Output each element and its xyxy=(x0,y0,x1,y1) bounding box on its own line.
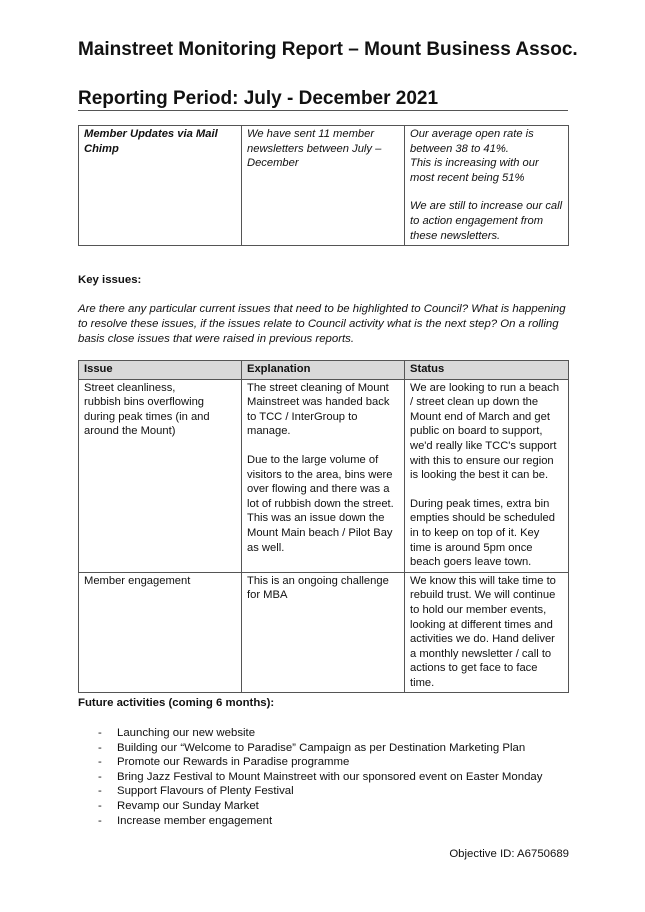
key-issues-question: Are there any particular current issues that need to be highlighted to Council? What is happening to resolve these issues, if the issues relate to Council activity what is the next step? On a rolling basis close issues that were raised in previous reports. xyxy=(78,303,566,345)
member-updates-explanation: We have sent 11 member newsletters between July – December xyxy=(242,126,405,246)
table-row xyxy=(79,379,569,572)
title-rule xyxy=(78,110,568,111)
member-updates-status xyxy=(405,126,569,246)
member-updates-topic: Member Updates via Mail Chimp xyxy=(79,126,242,246)
list-item: - Promote our Rewards in Paradise programme xyxy=(98,756,350,769)
reporting-period: Reporting Period: July - December 2021 xyxy=(78,88,439,109)
list-item: - Launching our new website xyxy=(98,727,256,739)
explanation-cell: This is an ongoing challenge for MBA xyxy=(242,572,405,693)
explanation-paragraph: Due to the large volume of visitors to the area, bins were over flowing and there was a lot of rubbish down the street. This was an issue down the Mount Main beach / Pilot Bay as well. xyxy=(247,453,394,554)
status-cell: We know this will take time to rebuild trust. We will continue to hold our member events, looking at different times and activities we do. Hand deliver a monthly newsletter / call to actions to get face to face time. xyxy=(405,572,569,693)
list-item: - Support Flavours of Plenty Festival xyxy=(98,785,294,798)
future-activities-heading: Future activities (coming 6 months): xyxy=(78,697,275,709)
list-item: - Increase member engagement xyxy=(98,814,273,827)
bullet-dash: - xyxy=(98,727,102,739)
member-updates-table xyxy=(78,125,569,246)
status-paragraph: During peak times, extra bin empties should be scheduled in to keep on top of it. Key time is around 5pm once beach goers leave town. xyxy=(410,497,555,569)
list-item: - Bring Jazz Festival to Mount Mainstreet with our sponsored event on Easter Monday xyxy=(98,770,543,783)
objective-id: Objective ID: A6750689 xyxy=(449,848,569,860)
bullet-dash: - xyxy=(98,756,102,769)
status-cell xyxy=(405,379,569,572)
future-activities-list xyxy=(78,726,542,828)
column-header-status: Status xyxy=(405,361,569,380)
table-row xyxy=(79,126,569,246)
bullet-dash: - xyxy=(98,770,102,783)
member-updates-status-2: We are still to increase our call to action engagement from these newsletters. xyxy=(410,200,563,242)
bullet-dash: - xyxy=(98,741,102,754)
explanation-cell xyxy=(242,379,405,572)
explanation-paragraph: The street cleaning of Mount Mainstreet was handed back to TCC / InterGroup to manage. xyxy=(247,381,390,438)
key-issues-heading: Key issues: xyxy=(78,274,142,286)
column-header-explanation: Explanation xyxy=(242,361,405,380)
bullet-dash: - xyxy=(98,785,102,798)
table-row xyxy=(79,572,569,693)
issues-table xyxy=(78,360,569,693)
member-updates-status-1: Our average open rate is between 38 to 41%. This is increasing with our most recent being 51% xyxy=(410,128,539,184)
status-paragraph: We are looking to run a beach / street clean up down the Mount end of March and get public on board to support, we'd really like TCC's support with this to ensure our region is looking the best it can be. xyxy=(410,381,560,482)
list-item: - Revamp our Sunday Market xyxy=(98,799,259,812)
report-title: Mainstreet Monitoring Report – Mount Business Assoc. xyxy=(78,39,578,60)
bullet-dash: - xyxy=(98,814,102,827)
table-header-row xyxy=(79,361,569,380)
list-item: - Building our “Welcome to Paradise” Campaign as per Destination Marketing Plan xyxy=(98,741,526,754)
bullet-dash: - xyxy=(98,799,102,812)
issue-cell: Member engagement xyxy=(79,572,242,693)
issue-cell: Street cleanliness, rubbish bins overflowing during peak times (in and around the Mount) xyxy=(79,379,242,572)
column-header-issue: Issue xyxy=(79,361,242,380)
